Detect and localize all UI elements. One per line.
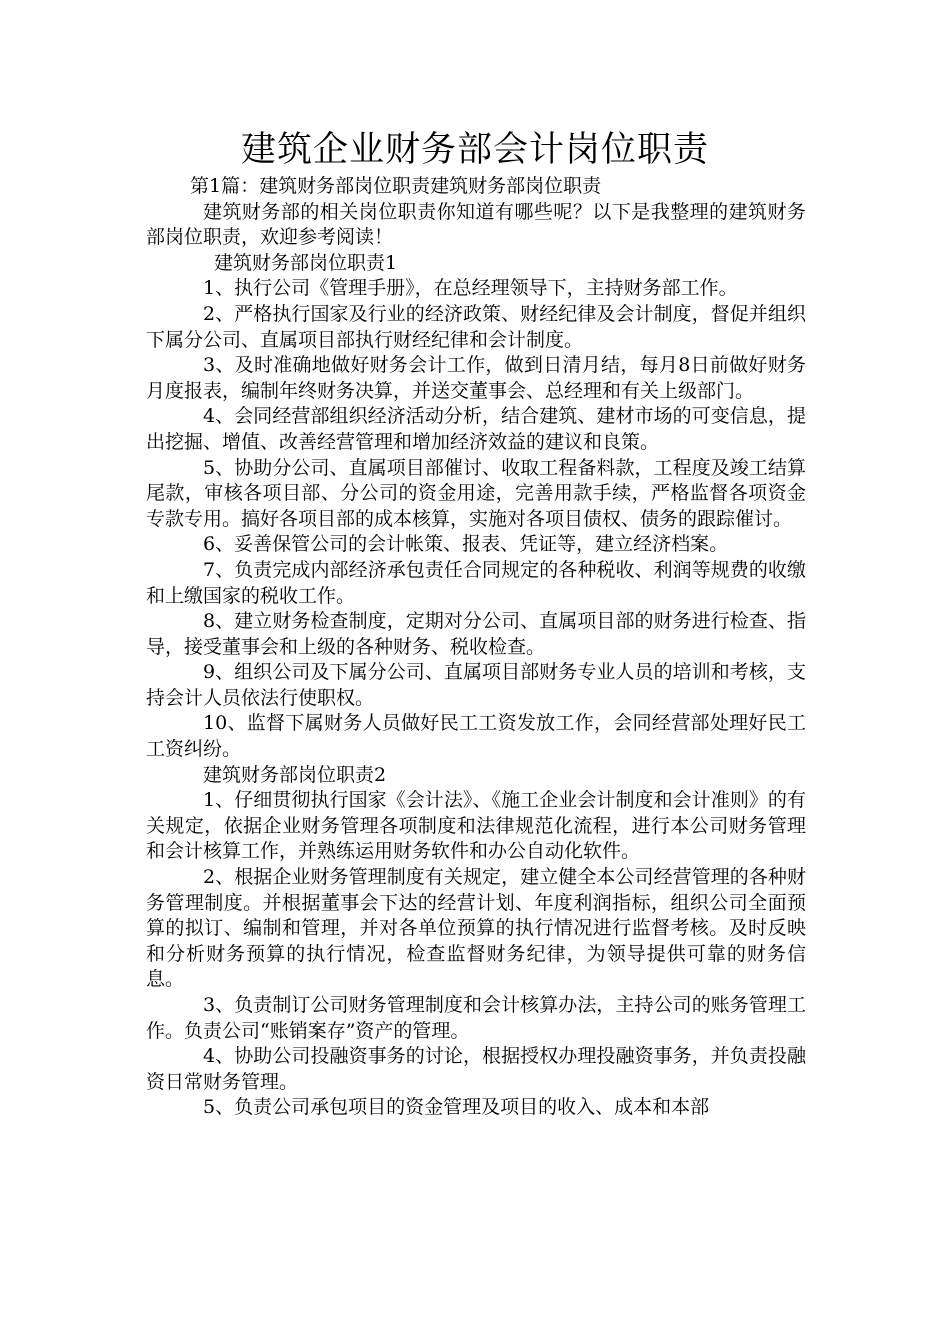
section1-item: 3、及时准确地做好财务会计工作，做到日清月结，每月8日前做好财务月度报表，编制年终财务决算，并送交董事会、总经理和有关上级部门。 — [146, 354, 806, 402]
section2-item: 2、根据企业财务管理制度有关规定，建立健全本公司经营管理的各种财务管理制度。并根据董事会下达的经营计划、年度利润指标，组织公司全面预算的拟订、编制和管理，并对各单位预算的执行情况进行监督考核。及时反映和分析财务预算的执行情况，检查监督财务纪律，为领导提供可靠的财务信息。 — [146, 866, 806, 991]
section1-item: 5、协助分公司、直属项目部催讨、收取工程备料款，工程度及竣工结算尾款，审核各项目部、分公司的资金用途，完善用款手续，严格监督各项资金专款专用。搞好各项目部的成本核算，实施对各项目债权、债务的跟踪催讨。 — [146, 456, 806, 530]
section1-item: 4、会同经营部组织经济活动分析，结合建筑、建材市场的可变信息，提出挖掘、增值、改善经营管理和增加经济效益的建议和良策。 — [146, 405, 806, 453]
intro-paragraph: 建筑财务部的相关岗位职责你知道有哪些呢？以下是我整理的建筑财务部岗位职责，欢迎参考阅读！ — [146, 200, 806, 249]
section-heading-1: 建筑财务部岗位职责1 — [214, 251, 398, 274]
section1-item: 8、建立财务检查制度，定期对分公司、直属项目部的财务进行检查、指导，接受董事会和上级的各种财务、税收检查。 — [146, 610, 806, 658]
section1-item: 7、负责完成内部经济承包责任合同规定的各种税收、利润等规费的收缴和上缴国家的税收工作。 — [146, 558, 806, 607]
section2-item: 4、协助公司投融资事务的讨论，根据授权办理投融资事务，并负责投融资日常财务管理。 — [146, 1045, 806, 1093]
section-heading-2: 建筑财务部岗位职责2 — [203, 763, 387, 786]
section2-item: 3、负责制订公司财务管理制度和会计核算办法，主持公司的账务管理工作。负责公司“账销案存”资产的管理。 — [146, 994, 806, 1042]
document-body — [146, 174, 806, 1121]
section1-item: 6、妥善保管公司的会计帐策、报表、凭证等，建立经济档案。 — [203, 533, 729, 556]
section1-item: 2、严格执行国家及行业的经济政策、财经纪律及会计制度，督促并组织下属分公司、直属项目部执行财经纪律和会计制度。 — [146, 302, 806, 351]
section2-item: 5、负责公司承包项目的资金管理及项目的收入、成本和本部 — [203, 1096, 710, 1119]
section1-item: 9、组织公司及下属分公司、直属项目部财务专业人员的培训和考核，支持会计人员依法行使职权。 — [146, 661, 806, 709]
section1-item: 10、监督下属财务人员做好民工工资发放工作，会同经营部处理好民工工资纠纷。 — [146, 712, 806, 761]
document-title: 建筑企业财务部会计岗位职责 — [240, 130, 709, 170]
chapter-subtitle: 第1篇：建筑财务部岗位职责建筑财务部岗位职责 — [190, 175, 602, 197]
section1-item: 1、执行公司《管理手册》，在总经理领导下，主持财务部工作。 — [203, 277, 738, 300]
section2-item: 1、仔细贯彻执行国家《会计法》、《施工企业会计制度和会计准则》的有关规定，依据企业财务管理各项制度和法律规范化流程，进行本公司财务管理和会计核算工作，并熟练运用财务软件和办公自动化软件。 — [146, 789, 806, 863]
